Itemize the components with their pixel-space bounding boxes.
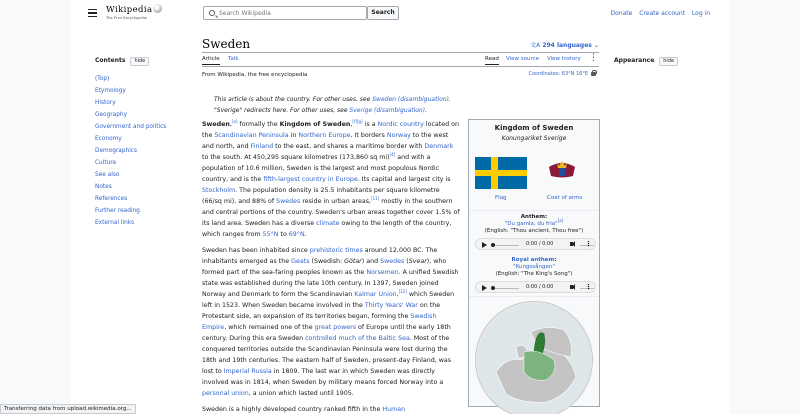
toc-item-notes[interactable]: Notes	[95, 184, 112, 190]
infobox-title: Kingdom of Sweden	[494, 124, 574, 132]
page-tabs	[202, 53, 599, 67]
tab-read[interactable]: Read	[485, 56, 499, 65]
article-link[interactable]: Nordic country	[377, 121, 424, 128]
anthem-english: (English: "Thou ancient, Thou free")	[484, 228, 584, 234]
article-link[interactable]: Swedes	[276, 198, 301, 205]
toc-item-see-also[interactable]: See also	[95, 172, 120, 178]
article-link[interactable]: Stockholm	[202, 187, 236, 194]
article-link[interactable]: controlled much of the Baltic Sea	[305, 335, 410, 342]
article-link[interactable]: 55°N	[262, 231, 279, 238]
toc-item-external-links[interactable]: External links	[95, 220, 135, 226]
hatnote-text: "Sverige" redirects here. For other uses, see	[214, 107, 350, 114]
citation-link[interactable]: [e]	[231, 118, 238, 124]
site-header	[70, 0, 730, 28]
browser-status-bar: Transferring data from upload.wikimedia.org...	[0, 404, 136, 414]
europe-map-image	[476, 302, 593, 414]
tab-view-source[interactable]: View source	[506, 56, 540, 62]
logo-tagline: The Free Encyclopedia	[106, 16, 147, 20]
player-time: 0:00 / 0:00	[526, 284, 554, 290]
toc-item-history[interactable]: History	[95, 100, 116, 106]
table-of-contents	[95, 57, 195, 229]
tab-talk[interactable]: Talk	[228, 56, 239, 62]
globe-icon	[153, 4, 162, 13]
citation-link[interactable]: [4]	[389, 151, 396, 157]
coat-of-arms-image[interactable]	[547, 159, 577, 179]
language-count: 294 languages	[542, 42, 592, 49]
play-icon[interactable]	[482, 285, 487, 291]
volume-icon[interactable]	[570, 242, 573, 246]
coat-of-arms-caption[interactable]: Coat of arms	[547, 195, 583, 201]
create-account-link[interactable]: Create account	[639, 10, 685, 17]
article-link[interactable]: personal union	[202, 390, 249, 397]
citation-link[interactable]: [12]	[398, 288, 407, 294]
main-menu-icon[interactable]	[88, 9, 97, 17]
article-link[interactable]: Imperial Russia	[223, 368, 272, 375]
citation-link[interactable]: [f][g]	[352, 118, 363, 124]
history-paragraph: Sweden has been inhabited since prehistoric times around 12,000 BC. The inhabitants emerged as the Geats (Swedish: Götar) and Swedes (Svear), who formed part of the sea-faring peoples known as the Norsemen. A unified Swedish state was established during the late 10th century. In 1397, Sweden joined Norway and Denmark to form the Scandinavian Kalmar Union,[12] which Sweden left in 1523. When Sweden became involved in the Thirty Years' War on the Protestant side, an expansion of its territories began, forming the Swedish Empire, which remained one of the great powers of Europe until the early 18th century. During this era Sweden controlled much of the Baltic Sea. Most of the conquered territories outside the Scandinavian Peninsula were lost during the 18th and 19th centuries. The eastern half of Sweden, present-day Finland, was lost to Imperial Russia in 1809. The last war in which Sweden was directly involved was in 1814, when Sweden by military means forced Norway into a personal union, a union which lasted until 1905.	[202, 247, 459, 397]
article-link[interactable]: Scandinavian Peninsula	[214, 132, 289, 139]
volume-icon[interactable]	[570, 285, 573, 289]
article-link[interactable]: Geats	[291, 258, 310, 265]
search-icon	[209, 10, 215, 16]
article-body	[202, 119, 461, 414]
article-link[interactable]: Kalmar Union	[354, 291, 397, 298]
search-box	[203, 6, 367, 20]
flag-caption[interactable]: Flag	[495, 195, 507, 201]
toc-item-geography[interactable]: Geography	[95, 112, 128, 118]
article-link[interactable]: Thirty Years' War	[364, 302, 418, 309]
player-menu-icon[interactable]: ⋮	[585, 283, 592, 291]
hatnote-period: .	[448, 96, 451, 103]
donate-link[interactable]: Donate	[610, 10, 633, 17]
chevron-down-icon: ⌄	[593, 42, 599, 49]
toc-item-top[interactable]: (Top)	[95, 76, 110, 82]
disambiguation-link[interactable]: Sweden (disambiguation)	[372, 96, 449, 103]
article-link[interactable]: fifth-largest country in Europe	[263, 176, 358, 183]
more-tools-icon[interactable]: ⋮	[589, 53, 597, 63]
toc-hide-button[interactable]: hide	[130, 57, 149, 66]
coordinates-link[interactable]: Coordinates: 63°N 16°E	[528, 71, 588, 77]
site-subtitle: From Wikipedia, the free encyclopedia	[202, 72, 308, 78]
toc-item-economy[interactable]: Economy	[95, 136, 122, 142]
log-in-link[interactable]: Log in	[691, 10, 710, 17]
appearance-heading: Appearance	[614, 57, 655, 64]
royal-anthem-link[interactable]: "Kungssången"	[513, 264, 555, 270]
royal-anthem-colon: :	[554, 257, 557, 263]
infobox	[468, 119, 600, 407]
personal-tools	[605, 10, 710, 17]
article-link[interactable]: great powers	[314, 324, 356, 331]
toc-heading: Contents	[95, 57, 126, 64]
anthem-audio-player[interactable]	[475, 238, 596, 250]
article-link[interactable]: Northern Europe	[298, 132, 351, 139]
lock-icon	[591, 72, 596, 76]
hatnote-period: .	[425, 107, 427, 114]
hatnote-text: This article is about the country. For other uses, see	[214, 96, 373, 103]
search-input[interactable]	[219, 8, 359, 18]
toc-item-references[interactable]: References	[95, 196, 128, 202]
tab-view-history[interactable]: View history	[547, 56, 581, 62]
right-page-margin	[730, 0, 800, 414]
royal-anthem-label-text: Royal anthem	[511, 257, 555, 263]
left-page-margin	[0, 0, 70, 414]
infobox-native-name: Konungariket Sverige	[501, 135, 567, 142]
royal-anthem-label[interactable]	[512, 257, 555, 263]
sweden-flag[interactable]	[475, 157, 527, 189]
toc-item-demographics[interactable]: Demographics	[95, 148, 138, 154]
seek-bar[interactable]	[495, 245, 519, 246]
location-map-globe[interactable]	[475, 301, 593, 414]
translate-icon: 文A	[530, 42, 541, 49]
hatnote	[214, 94, 599, 116]
article-link[interactable]: prehistoric times	[309, 247, 363, 254]
sverige-disambiguation-link[interactable]: Sverige (disambiguation)	[349, 107, 426, 114]
article-link[interactable]: Swedish Empire	[202, 313, 437, 331]
article-link[interactable]: Human	[382, 406, 406, 413]
article-link[interactable]: climate	[316, 220, 340, 227]
logo-wordmark: Wikipedia	[106, 5, 153, 15]
appearance-panel	[614, 57, 678, 66]
toc-item-further-reading[interactable]: Further reading	[95, 208, 140, 214]
toc-item-culture[interactable]: Culture	[95, 160, 117, 166]
toc-item-etymology[interactable]: Etymology	[95, 88, 126, 94]
royal-anthem-english: (English: "The King's Song")	[495, 271, 573, 277]
lead-paragraph: Sweden,[e] formally the Kingdom of Sweden,[f][g] is a Nordic country located on the Scandinavian Peninsula in Northern Europe. It borders Norway to the west and north, and Finland to the east, and shares a maritime border with Denmark to the south. At 450,295 square kilometres (173,860 sq mi)[4] and with a population of 10.6 million, Sweden is the largest and most populous Nordic country, and is the fifth-largest country in Europe. Its capital and largest city is Stockholm. The population density is 25.5 inhabitants per square kilometre (66/sq mi), and 88% of Swedes reside in urban areas,[11] mostly in the southern and central portions of the country. Sweden's urban areas together cover 1.5% of its land area. Sweden has a diverse climate owing to the length of the country, which ranges from 55°N to 69°N.	[202, 118, 460, 238]
toc-item-government[interactable]: Government and politics	[95, 124, 167, 130]
anthem-ref[interactable]: [a]	[557, 218, 564, 224]
search-button[interactable]: Search	[367, 6, 399, 20]
article-link[interactable]: Norsemen	[366, 269, 399, 276]
article-link[interactable]: Norway	[386, 132, 411, 139]
economy-paragraph: Sweden is a highly developed country ranked fifth in the Human	[202, 406, 406, 413]
article-link[interactable]: Swedes	[380, 258, 405, 265]
player-time: 0:00 / 0:00	[526, 241, 554, 247]
tab-article[interactable]: Article	[202, 56, 220, 65]
anthem-label: Anthem:	[520, 214, 548, 220]
article-link[interactable]: 69°N	[288, 231, 305, 238]
play-icon[interactable]	[482, 242, 487, 248]
royal-anthem-audio-player[interactable]	[475, 281, 596, 293]
wikipedia-logo[interactable]	[106, 4, 168, 20]
article-link[interactable]: Denmark	[424, 143, 454, 150]
player-menu-icon[interactable]: ⋮	[585, 240, 592, 248]
appearance-hide-button[interactable]: hide	[659, 57, 678, 66]
article-main	[202, 36, 599, 414]
citation-link[interactable]: [11]	[371, 195, 380, 201]
seek-bar[interactable]	[495, 288, 519, 289]
language-button[interactable]	[530, 40, 599, 49]
article-link[interactable]: Finland	[250, 143, 274, 150]
anthem-link[interactable]: "Du gamla, du fria"	[504, 221, 558, 227]
page-title: Sweden	[202, 37, 251, 51]
